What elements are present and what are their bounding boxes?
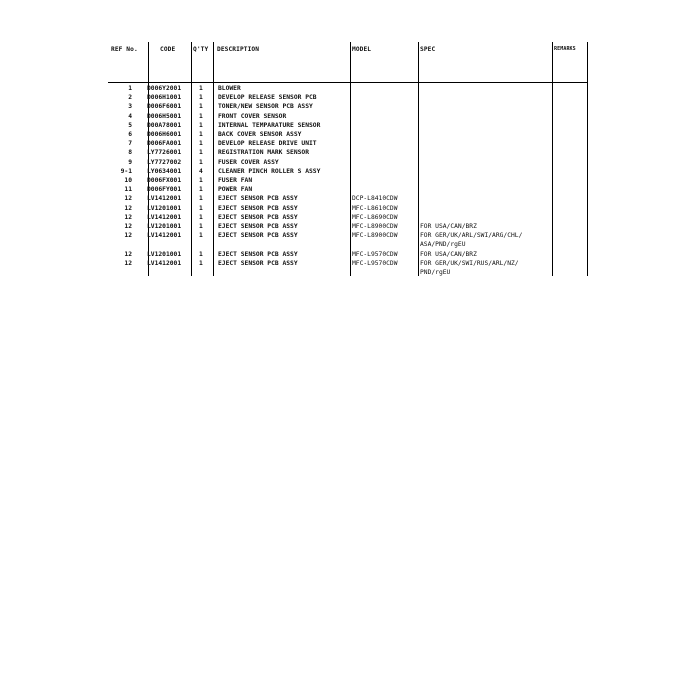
table-row — [0, 213, 700, 222]
code-cell: LV1201001 — [147, 223, 182, 230]
qty-cell: 1 — [199, 213, 203, 221]
table-row — [0, 139, 700, 148]
ref-cell: 12 — [124, 259, 132, 267]
ref-cell: 8 — [128, 149, 132, 157]
ref-cell: 12 — [124, 250, 132, 258]
model-cell: DCP-L8410CDW — [352, 195, 398, 203]
qty-cell: 1 — [199, 250, 203, 258]
code-cell: LV1412001 — [147, 195, 182, 203]
table-row — [0, 112, 700, 121]
description-cell: BACK COVER SENSOR ASSY — [218, 131, 302, 138]
table-row — [0, 194, 700, 203]
description-cell: FRONT COVER SENSOR — [218, 112, 287, 120]
qty-cell: 1 — [199, 158, 203, 166]
code-cell: D006FX001 — [147, 177, 182, 184]
code-cell: LY0634001 — [147, 167, 182, 175]
code-cell: LV1412001 — [147, 232, 182, 240]
ref-cell: 2 — [128, 94, 132, 102]
ref-cell: 4 — [128, 112, 132, 120]
qty-cell: 1 — [199, 204, 203, 212]
qty-cell: 1 — [199, 94, 203, 102]
qty-cell: 1 — [199, 112, 203, 120]
table-row — [0, 167, 700, 176]
table-row — [0, 84, 700, 93]
ref-cell: 3 — [128, 103, 132, 111]
ref-cell: 7 — [128, 140, 132, 148]
ref-cell: 1 — [128, 85, 132, 92]
description-cell: EJECT SENSOR PCB ASSY — [218, 195, 298, 203]
code-cell: D006Y2001 — [147, 85, 182, 92]
model-cell: MFC-L8900CDW — [352, 232, 398, 240]
ref-cell: 9 — [128, 158, 132, 166]
code-cell: D006H5001 — [147, 112, 182, 120]
description-cell: DEVELOP RELEASE SENSOR PCB — [218, 94, 317, 102]
table-row — [0, 158, 700, 167]
code-cell: D00A78001 — [147, 121, 182, 129]
table-row — [0, 130, 700, 139]
qty-cell: 1 — [199, 103, 203, 111]
code-cell: LV1201001 — [147, 250, 182, 258]
code-cell: LV1201001 — [147, 204, 182, 212]
ref-cell: 10 — [124, 177, 132, 184]
description-cell: CLEANER PINCH ROLLER S ASSY — [218, 167, 321, 175]
table-row — [0, 250, 700, 259]
ref-cell: 6 — [128, 131, 132, 138]
qty-cell: 1 — [199, 121, 203, 129]
qty-cell: 1 — [199, 186, 203, 194]
description-cell: REGISTRATION MARK SENSOR — [218, 149, 309, 157]
code-cell: D006H6001 — [147, 131, 182, 138]
description-cell: EJECT SENSOR PCB ASSY — [218, 213, 298, 221]
spec-cell: FOR USA/CAN/BRZ — [420, 250, 477, 258]
description-cell: FUSER FAN — [218, 177, 253, 184]
description-cell: INTERNAL TEMPARATURE SENSOR — [218, 121, 321, 129]
description-cell: FUSER COVER ASSY — [218, 158, 279, 166]
description-cell: EJECT SENSOR PCB ASSY — [218, 223, 298, 230]
description-cell: EJECT SENSOR PCB ASSY — [218, 204, 298, 212]
qty-cell: 1 — [199, 232, 203, 240]
description-cell: EJECT SENSOR PCB ASSY — [218, 232, 298, 240]
table-row — [0, 185, 700, 194]
description-cell: TONER/NEW SENSOR PCB ASSY — [218, 103, 313, 111]
model-cell: MFC-L8900CDW — [352, 223, 398, 230]
description-cell: EJECT SENSOR PCB ASSY — [218, 259, 298, 267]
qty-cell: 1 — [199, 259, 203, 267]
table-row — [0, 204, 700, 213]
qty-cell: 1 — [199, 140, 203, 148]
model-cell: MFC-L8610CDW — [352, 204, 398, 212]
header-spec: SPEC — [420, 46, 436, 53]
spec-cell-continued: PND/rgEU — [420, 268, 451, 276]
table-row — [0, 93, 700, 102]
header-rule — [108, 82, 588, 83]
code-cell: D006H1001 — [147, 94, 182, 102]
model-cell: MFC-L9570CDW — [352, 250, 398, 258]
ref-cell: 12 — [124, 195, 132, 203]
description-cell: DEVELOP RELEASE DRIVE UNIT — [218, 140, 317, 148]
table-row — [0, 148, 700, 157]
qty-cell: 1 — [199, 85, 203, 92]
spec-cell-continued: ASA/PND/rgEU — [420, 241, 466, 249]
qty-cell: 1 — [199, 149, 203, 157]
table-row — [0, 121, 700, 130]
code-cell: D006F6001 — [147, 103, 182, 111]
code-cell: D006FA001 — [147, 140, 182, 148]
ref-cell: 12 — [124, 204, 132, 212]
spec-cell: FOR GER/UK/ARL/SWI/ARG/CHL/ — [420, 232, 523, 240]
ref-cell: 12 — [124, 213, 132, 221]
ref-cell: 5 — [128, 121, 132, 129]
header-qty: Q'TY — [193, 46, 209, 53]
description-cell: POWER FAN — [218, 186, 253, 194]
table-row — [0, 231, 700, 249]
qty-cell: 1 — [199, 223, 203, 230]
table-row — [0, 222, 700, 231]
qty-cell: 1 — [199, 131, 203, 138]
spec-cell: FOR GER/UK/SWI/RUS/ARL/NZ/ — [420, 259, 519, 267]
table-row — [0, 259, 700, 276]
header-description: DESCRIPTION — [217, 46, 260, 53]
description-cell: EJECT SENSOR PCB ASSY — [218, 250, 298, 258]
header-code: CODE — [160, 46, 176, 53]
qty-cell: 1 — [199, 177, 203, 184]
table-row — [0, 176, 700, 185]
spec-cell: FOR USA/CAN/BRZ — [420, 223, 477, 230]
model-cell: MFC-L8690CDW — [352, 213, 398, 221]
qty-cell: 4 — [199, 167, 203, 175]
ref-cell: 9-1 — [120, 167, 132, 175]
header-model: MODEL — [352, 46, 372, 53]
table-row — [0, 102, 700, 111]
header-remarks: REMARKS — [554, 46, 576, 52]
qty-cell: 1 — [199, 195, 203, 203]
code-cell: D006FY001 — [147, 186, 182, 194]
code-cell: LY7727002 — [147, 158, 182, 166]
ref-cell: 12 — [124, 223, 132, 230]
header-ref: REF No. — [111, 46, 138, 53]
ref-cell: 11 — [124, 186, 132, 194]
code-cell: LV1412001 — [147, 213, 182, 221]
ref-cell: 12 — [124, 232, 132, 240]
model-cell: MFC-L9570CDW — [352, 259, 398, 267]
description-cell: BLOWER — [218, 85, 241, 92]
code-cell: LV1412001 — [147, 259, 182, 267]
code-cell: LY7726001 — [147, 149, 182, 157]
